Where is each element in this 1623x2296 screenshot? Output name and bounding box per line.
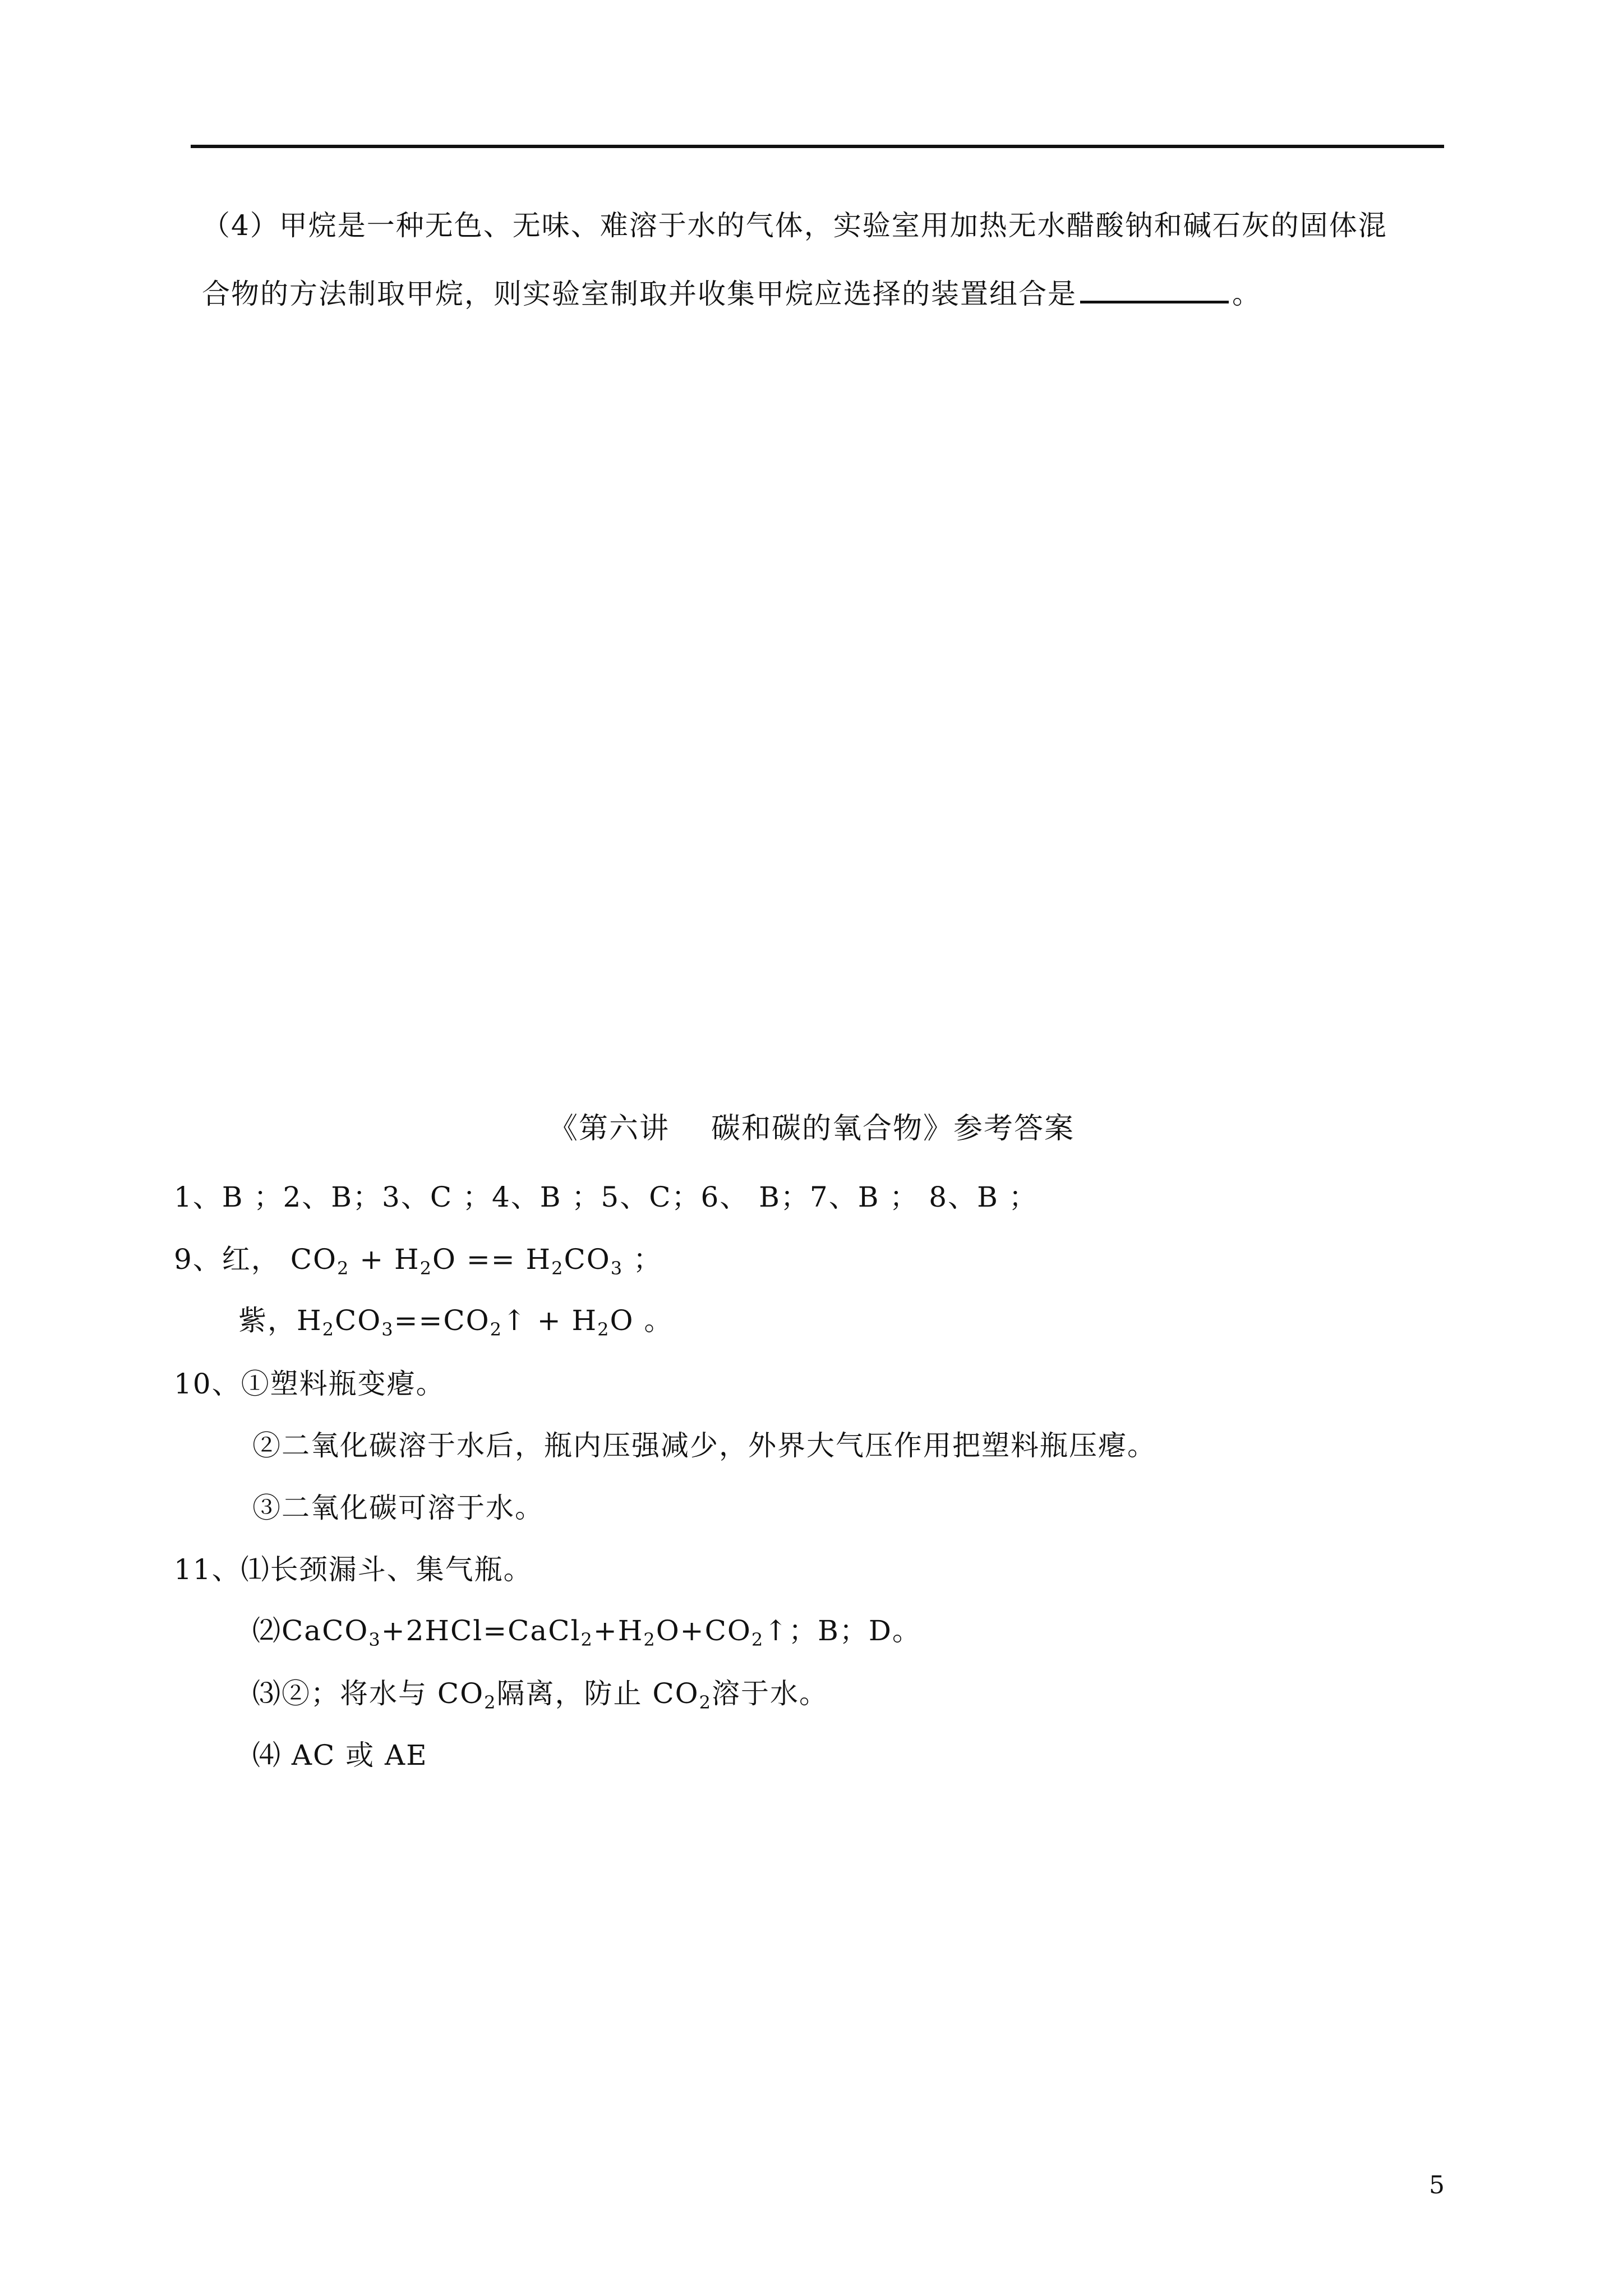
answer-11-line-2: $⑵CaCO_3+2HCl=CaCl_2+H_2O+CO_2↑$；B；D。 xyxy=(252,1614,921,1650)
answer-10-line-3: ③二氧化碳可溶于水。 xyxy=(252,1492,544,1524)
answer-11-line-4: ⑷ AC 或 AE xyxy=(252,1739,428,1772)
answer-11-line-3: ⑶②；将水与 $CO_2$隔离，防止 $CO_2$溶于水。 xyxy=(252,1677,829,1713)
page-number: 5 xyxy=(1429,2171,1445,2200)
answer-9-line-1: 9、红， $CO_2 + H_2O == H_2CO_3$ ； xyxy=(174,1243,663,1279)
question-4-end: 。 xyxy=(1232,278,1261,310)
question-4-text: 合物的方法制取甲烷，则实验室制取并收集甲烷应选择的装置组合是 xyxy=(202,278,1077,310)
answer-1-8: 1、B ；2、B；3、C ；4、B ；5、C；6、 B；7、B ； 8、B ； xyxy=(174,1181,1038,1213)
answer-key-title: 《第六讲 碳和碳的氧合物》参考答案 xyxy=(548,1112,1075,1145)
answer-10-line-2: ②二氧化碳溶于水后，瓶内压强减少，外界大气压作用把塑料瓶压瘪。 xyxy=(252,1429,1156,1462)
question-4-line-1: （4）甲烷是一种无色、无味、难溶于水的气体，实验室用加热无水醋酸钠和碱石灰的固体混 xyxy=(202,209,1387,242)
answer-blank xyxy=(1080,276,1229,303)
header-rule xyxy=(191,145,1444,148)
question-4-line-2 xyxy=(202,276,1261,312)
answer-11-line-1: 11、⑴长颈漏斗、集气瓶。 xyxy=(174,1553,533,1586)
answer-9-line-2: 紫，$H_2CO_3==CO_2↑ + H_2O$ 。 xyxy=(238,1304,674,1340)
answer-10-line-1: 10、①塑料瓶变瘪。 xyxy=(174,1368,445,1400)
